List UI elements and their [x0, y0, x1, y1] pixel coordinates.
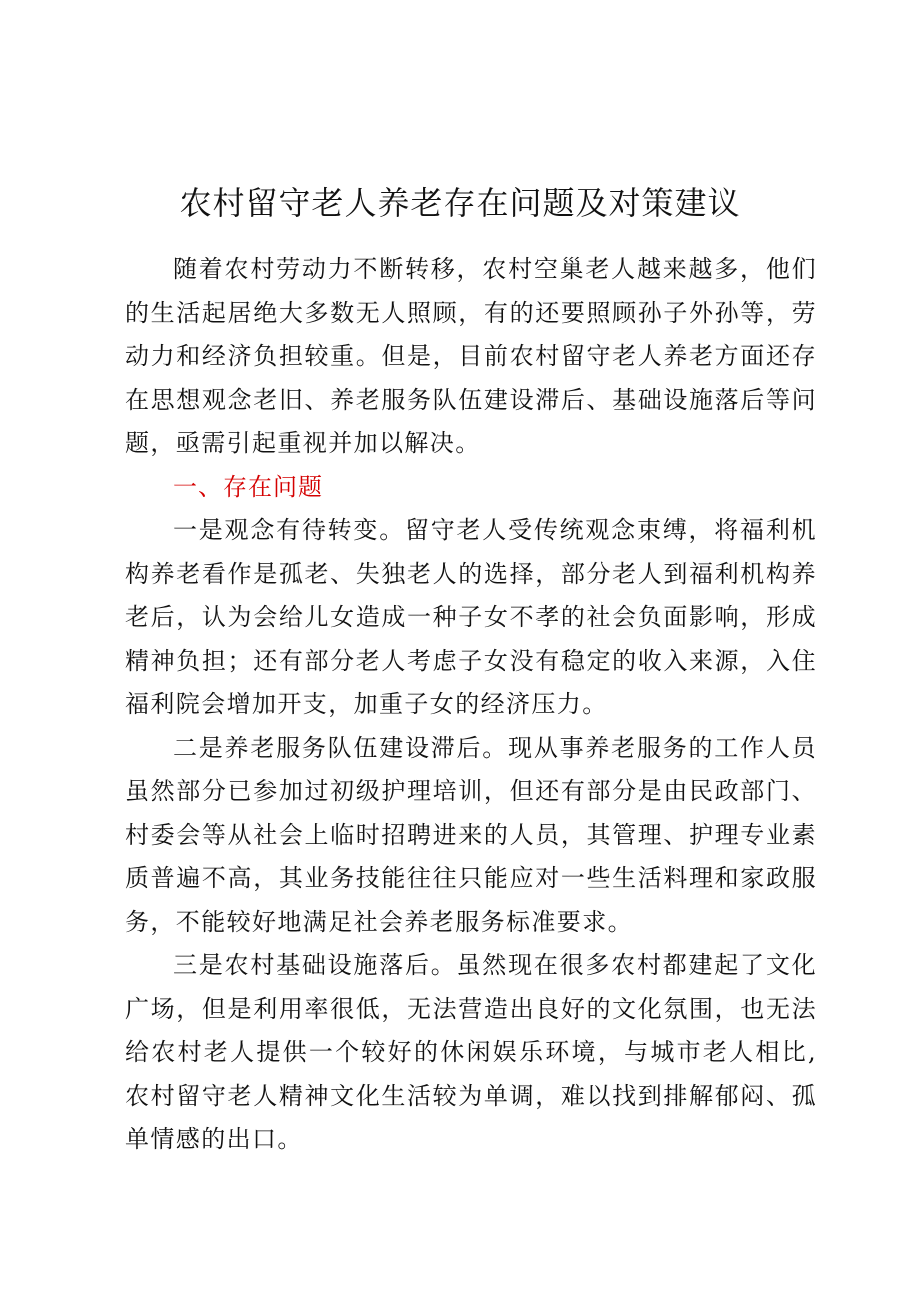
document-body	[125, 248, 817, 1162]
paragraph-service-team: 二是养老服务队伍建设滞后。现从事养老服务的工作人员虽然部分已参加过初级护理培训，但还有部分是由民政部门、村委会等从社会上临时招聘进来的人员，其管理、护理专业素质普遍不高，其业务技能往往只能应对一些生活料理和家政服务，不能较好地满足社会养老服务标准要求。	[125, 733, 817, 936]
section-heading: 一、存在问题	[173, 472, 323, 501]
paragraph-infrastructure: 三是农村基础设施落后。虽然现在很多农村都建起了文化广场，但是利用率很低，无法营造出良好的文化氛围，也无法给农村老人提供一个较好的休闲娱乐环境，与城市老人相比,农村留守老人精神文化生活较为单调，难以找到排解郁闷、孤单情感的出口。	[125, 951, 817, 1153]
intro-paragraph: 随着农村劳动力不断转移，农村空巢老人越来越多，他们的生活起居绝大多数无人照顾，有的还要照顾孙子外孙等，劳动力和经济负担较重。但是，目前农村留守老人养老方面还存在思想观念老旧、养老服务队伍建设滞后、基础设施落后等问题，亟需引起重视并加以解决。	[125, 255, 817, 457]
page-title: 农村留守老人养老存在问题及对策建议	[179, 184, 741, 222]
paragraph-concept: 一是观念有待转变。留守老人受传统观念束缚，将福利机构养老看作是孤老、失独老人的选择，部分老人到福利机构养老后，认为会给儿女造成一种子女不孝的社会负面影响，形成精神负担；还有部分老人考虑子女没有稳定的收入来源，入住福利院会增加开支，加重子女的经济压力。	[125, 516, 817, 718]
